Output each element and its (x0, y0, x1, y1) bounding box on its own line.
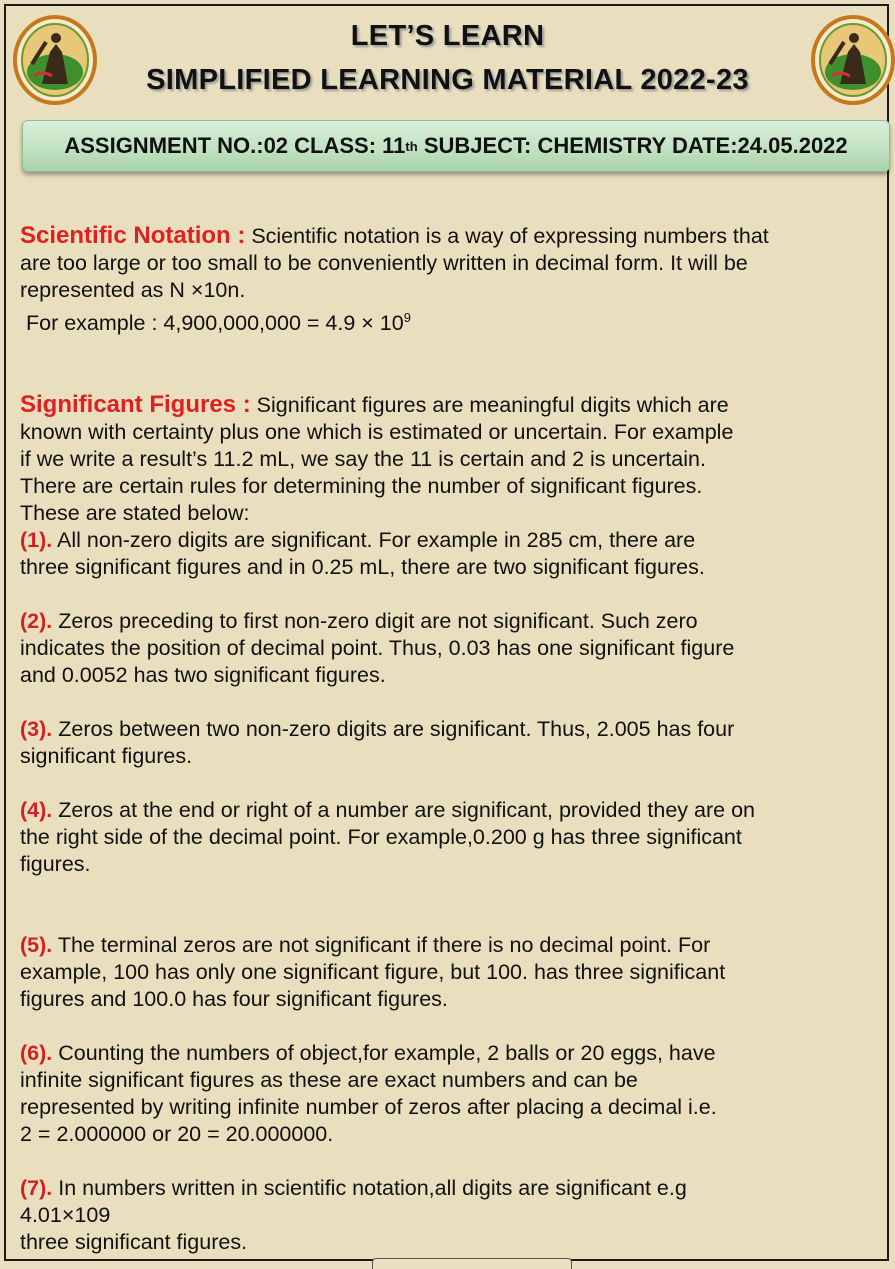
rule-item (20, 1175, 880, 1256)
rule-number: (2). (20, 609, 53, 634)
rule-line: indicates the position of decimal point. Thus, 0.03 has one significant figure (20, 636, 735, 661)
significant-line2: known with certainty plus one which is estimated or uncertain. For example (20, 420, 734, 445)
significant-heading: Significant Figures : (20, 391, 251, 419)
rule-line: three significant figures and in 0.25 mL, there are two significant figures. (20, 555, 705, 580)
rule-line (20, 1040, 880, 1067)
rule-item (20, 527, 880, 581)
rule-item (20, 1040, 880, 1148)
rule-number: (7). (20, 1176, 53, 1201)
significant-line5: These are stated below: (20, 501, 250, 526)
assignment-post: SUBJECT: CHEMISTRY DATE:24.05.2022 (417, 133, 848, 158)
rule-line: three significant figures. (20, 1230, 248, 1255)
significant-text: Significant figures are meaningful digits which are (250, 393, 729, 418)
rule-line: and 0.0052 has two significant figures. (20, 663, 386, 688)
scientific-line2: are too large or too small to be conveniently written in decimal form. It will be (20, 251, 748, 275)
page-subtitle: SIMPLIFIED LEARNING MATERIAL 2022-23 (146, 64, 749, 96)
document-body (20, 222, 880, 1256)
scientific-example (20, 304, 880, 337)
rule-item (20, 797, 880, 878)
rule-text: All non-zero digits are significant. For example in 285 cm, there are (52, 528, 696, 553)
rule-line: 4.01×109 (20, 1203, 111, 1228)
rule-line: figures. (20, 852, 91, 877)
rule-line (20, 527, 880, 554)
rule-number: (6). (20, 1041, 53, 1066)
rule-text: Zeros preceding to first non-zero digit are not significant. Such zero (52, 609, 698, 634)
rule-number: (4). (20, 798, 53, 823)
rule-item (20, 608, 880, 689)
scientific-heading: Scientific Notation : (20, 222, 246, 249)
assignment-pre: ASSIGNMENT NO.:02 CLASS: 11 (64, 133, 406, 158)
page-tab (372, 1258, 572, 1269)
rule-text: The terminal zeros are not significant if there is no decimal point. For (52, 933, 711, 958)
assignment-banner (22, 120, 890, 172)
significant-line4: There are certain rules for determining the number of significant figures. (20, 474, 703, 499)
significant-line3: if we write a result’s 11.2 mL, we say the 11 is certain and 2 is uncertain. (20, 447, 706, 472)
rule-text: Counting the numbers of object,for example, 2 balls or 20 eggs, have (52, 1041, 716, 1066)
example-exponent: 9 (403, 310, 411, 325)
rule-number: (3). (20, 717, 53, 742)
rule-line: 2 = 2.000000 or 20 = 20.000000. (20, 1122, 334, 1147)
rule-item (20, 716, 880, 770)
example-text: For example : 4,900,000,000 = 4.9 × 10 (26, 311, 404, 336)
rule-line (20, 608, 880, 635)
rule-number: (5). (20, 933, 53, 958)
rule-text: In numbers written in scientific notation,all digits are significant e.g (52, 1176, 687, 1201)
scientific-line3: represented as N ×10n. (20, 278, 246, 302)
rule-line: the right side of the decimal point. For example,0.200 g has three significant (20, 825, 742, 850)
scientific-line1 (20, 222, 880, 250)
rule-line: represented by writing infinite number of zeros after placing a decimal i.e. (20, 1095, 717, 1120)
rule-line (20, 716, 880, 743)
scientific-text: Scientific notation is a way of expressing numbers that (245, 224, 769, 248)
rules-list (20, 527, 880, 1256)
rule-line (20, 797, 880, 824)
rule-line (20, 932, 880, 959)
rule-item (20, 932, 880, 1013)
assignment-sup: th (405, 138, 418, 154)
page-title: LET’S LEARN (350, 20, 545, 52)
rule-text: Zeros at the end or right of a number are significant, provided they are on (52, 798, 755, 823)
rule-line: example, 100 has only one significant figure, but 100. has three significant (20, 960, 726, 985)
rule-line: significant figures. (20, 744, 193, 769)
rule-line (20, 1175, 880, 1202)
rule-text: Zeros between two non-zero digits are significant. Thus, 2.005 has four (52, 717, 735, 742)
rule-line: infinite significant figures as these are exact numbers and can be (20, 1068, 638, 1093)
rule-line: figures and 100.0 has four significant figures. (20, 987, 448, 1012)
significant-line1 (20, 391, 880, 419)
rule-number: (1). (20, 528, 53, 553)
